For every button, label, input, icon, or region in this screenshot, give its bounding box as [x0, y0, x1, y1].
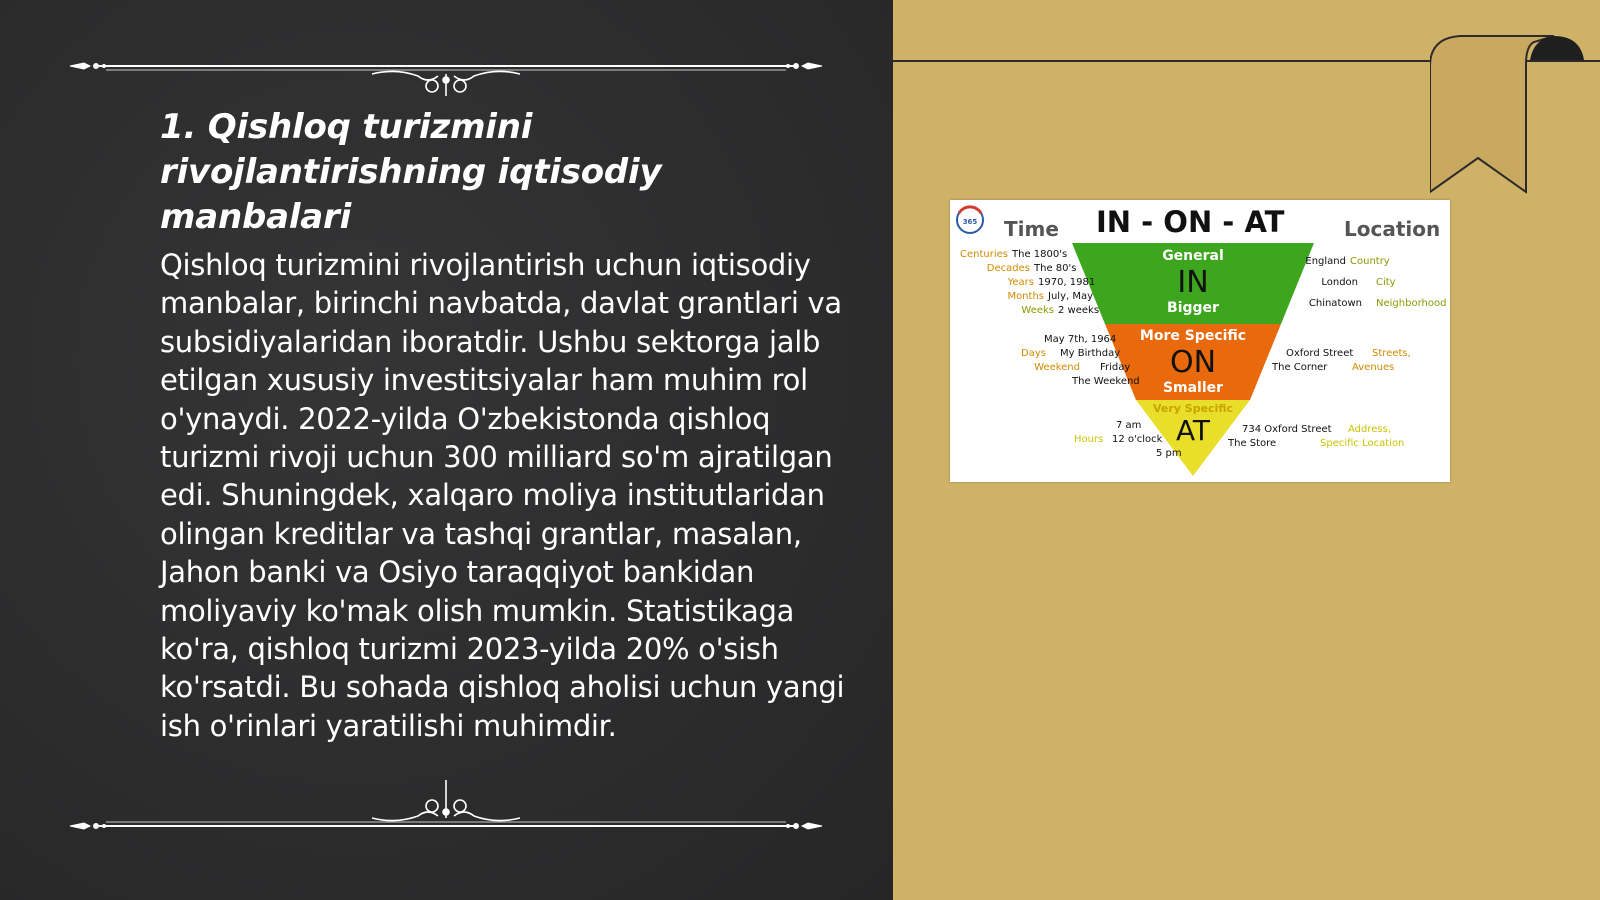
on-place-ex-1: The Corner [1272, 362, 1328, 373]
in-place-cat-0: Country [1350, 256, 1390, 267]
in-time-cat-0: Centuries [960, 249, 1008, 260]
slide-title: 1. Qishloq turizmini rivojlantirishning iqtisodiy manbalari [160, 107, 662, 237]
on-time-extra: May 7th, 1964 [1044, 334, 1117, 345]
on-time-cat-1: Weekend [1034, 362, 1080, 373]
in-time-ex-4: 2 weeks [1058, 305, 1100, 316]
in-time-cat-4: Weeks [1021, 305, 1054, 316]
top-divider-ornament [66, 36, 826, 96]
on-time-cat-0: Days [1021, 348, 1046, 359]
on-time-ex-1: Friday [1100, 362, 1131, 373]
at-time-1: 12 o'clock [1112, 434, 1163, 445]
on-place-ex-0: Oxford Street [1286, 348, 1354, 359]
on-place-cat-0: Streets, [1372, 348, 1411, 359]
at-time-0: 7 am [1116, 420, 1142, 431]
in-place-cat-2: Neighborhood [1376, 298, 1447, 309]
in-time-ex-2: 1970, 1981 [1038, 277, 1096, 288]
on-time-ex-0: My Birthday [1060, 348, 1121, 359]
bookmark-ribbon-icon [1430, 34, 1600, 204]
logo-icon [957, 207, 983, 233]
in-place-ex-1: London [1321, 277, 1358, 288]
on-word: ON [1169, 345, 1217, 380]
in-bottom-label: Bigger [1167, 300, 1219, 316]
at-time-2: 5 pm [1156, 448, 1182, 459]
in-place-cat-1: City [1376, 277, 1396, 288]
in-time-cat-1: Decades [986, 263, 1030, 274]
on-top-label: More Specific [1139, 328, 1247, 344]
in-time-ex-3: July, May [1048, 291, 1094, 302]
on-place-cat-1: Avenues [1352, 362, 1395, 373]
in-top-label: General [1162, 248, 1224, 264]
in-time-ex-0: The 1800's [1012, 249, 1068, 260]
at-place-0: 734 Oxford Street [1242, 424, 1332, 435]
time-heading: Time [1004, 217, 1059, 241]
in-time-cat-2: Years [1007, 277, 1034, 288]
at-time-cat: Hours [1074, 434, 1104, 445]
at-place-cat-1: Specific Location [1320, 438, 1405, 449]
in-time-cat-3: Months [1007, 291, 1044, 302]
at-place-1: The Store [1228, 438, 1277, 449]
on-time-extra2: The Weekend [1072, 376, 1140, 387]
bottom-divider-ornament [66, 776, 826, 836]
on-bottom-label: Smaller [1162, 380, 1224, 396]
in-on-at-infographic [950, 200, 1450, 482]
in-time-ex-1: The 80's [1034, 263, 1077, 274]
infographic-title: IN - ON - AT [1096, 205, 1285, 239]
slide-body-text: Qishloq turizmini rivojlantirish uchun iqtisodiy manbalar, birinchi navbatda, davlat grantlari va subsidiyalaridan iboratdir. Ushbu sektorga jalb etilgan xususiy investitsiyalar ham muhim rol o'ynaydi. 2022-yilda O'zbekistonda qishloq turizmi rivoji uchun 300 milliard so'm ajratilgan edi. Shuningdek, xalqaro moliya institutlaridan olingan kreditlar va tashqi grantlar, masalan, Jahon banki va Osiyo taraqqiyot bankidan moliyaviy ko'mak olish mumkin. Statistikaga ko'ra, qishloq turizmi 2023-yilda 20% o'sish ko'rsatdi. Bu sohada qishloq aholisi uchun yangi ish o'rinlari yaratilishi muhimdir. [160, 248, 845, 743]
at-place-cat-0: Address, [1348, 424, 1392, 435]
at-word: AT [1175, 414, 1211, 447]
logo-text: 365 [962, 218, 978, 226]
location-heading: Location [1344, 217, 1441, 241]
in-word: IN [1177, 265, 1209, 300]
in-place-ex-0: England [1305, 256, 1346, 267]
in-place-ex-2: Chinatown [1308, 298, 1362, 309]
at-top-label: Very Specific [1152, 402, 1234, 415]
